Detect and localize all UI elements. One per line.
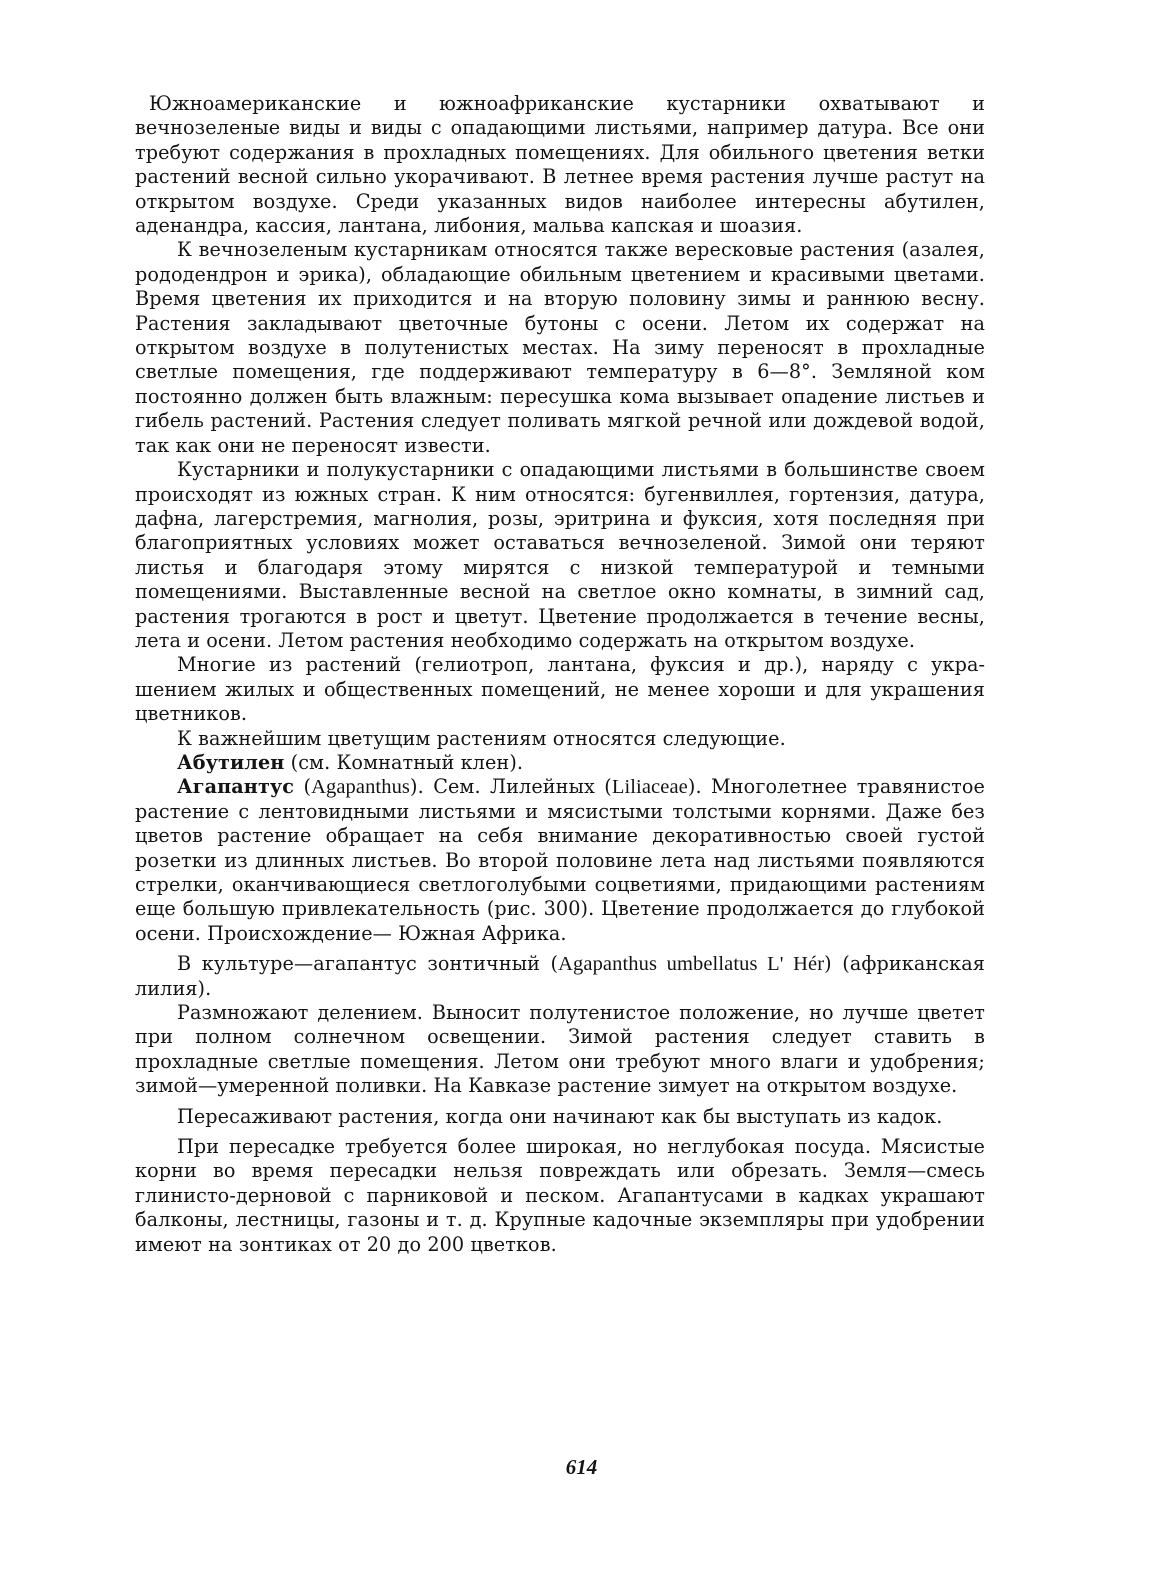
culture-text-part: В культуре—агапантус зонтичный ( — [177, 952, 559, 976]
entry-term-agapanthus: Агапантус — [177, 775, 295, 799]
entry-text-part: ). Многолетнее травянистое растение с лентовидными листьями и мясистыми толстыми корнями. Даже без цветов растение обращает на себя внимание декоративностью своей густой розетки из длинных листьев. Во второй половине лета над листьями появляются стрелки, оканчивающиеся светлоголубыми соцветиями, придающими растениям еще большую привлекательность (рис. 300). Цветение продолжается до глубокой осени. Происхождение— Южная Африка. — [135, 775, 985, 945]
paragraph-repotting-details: При пересадке требуется более широкая, но неглубокая посуда. Мясистые корни во время пересадки нельзя повреждать или обрезать. Земля—смесь глинисто-дерновой с парниковой и песком. Агапантусами в кадках украшают балконы, лестницы, газоны и т. д. Крупные кадочные экземпляры при удобрении имеют на зонтиках от 20 до 200 цветков. — [135, 1135, 985, 1256]
paragraph-important-plants: К важнейшим цветущим растениям относятся следующие. — [177, 726, 786, 750]
paragraph-evergreen-shrubs: К вечнозеленым кустарникам относятся также вересковые растения (азалея, рододендрон и эрика), обладающие обильным цветением и красивыми цветами. Время цветения их приходится и на вторую половину зимы и раннюю весну. Растения закладывают цветочные бутоны с осени. Летом их содержат на открытом воздухе в полутенистых местах. На зиму переносят в прохладные светлые помещения, где поддерживают температуру в 6—8°. Земляной ком постоянно должен быть влажным: пересушка кома вызывает опадение листьев и гибель растений. Растения следует поливать мягкой речной или дождевой водой, так как они не переносят извести. — [135, 238, 985, 457]
entry-text-part: ( — [294, 775, 312, 799]
entry-abutilon — [135, 751, 985, 775]
entry-agapanthus — [135, 775, 985, 946]
page-number: 614 — [565, 1455, 598, 1479]
paragraph-deciduous-shrubs: Кустарники и полукустарники с опадающими листьями в большинстве своем происходят из южных стран. К ним относятся: бугенвиллея, гортензия, датура, дафна, лагерстремия, магнолия, розы, эритрина и фуксия, хотя последняя при благоприятных условиях может оставаться вечнозеленой. Зимой они теряют листья и благодаря этому мирятся с низкой температурой и темными помещениями. Выставленные весной на светлое окно комнаты, в зимний сад, растения трогаются в рост и цветут. Цветение продолжается в течение весны, лета и осени. Летом растения необходимо содержать на открытом воздухе. — [135, 458, 985, 652]
paragraph-culture — [135, 952, 985, 1001]
body-text — [135, 92, 985, 1257]
latin-family: Liliaceae — [611, 776, 688, 799]
paragraph-many-plants: Многие из растений (гелиотроп, лантана, фуксия и др.), наряду с украшением жилых и общественных помещений, не менее хороши и для украшения цветников. — [135, 653, 985, 726]
entry-term-abutilon: Абутилен — [177, 750, 285, 774]
paragraph-shrubs-origin: Южноамериканские и южноафриканские кустарники охватывают и вечнозеленые виды и виды с опадающими листьями, например датура. Все они требуют содержания в прохладных помещениях. Для обильного цветения ветки растений весной сильно укорачивают. В летнее время растения лучше растут на открытом воздухе. Среди указанных видов наиболее интересны абутилен, аденандра, кассия, лантана, либония, мальва капская и шоазия. — [135, 92, 985, 238]
culture-text-part: ) (африканская лилия). — [135, 952, 985, 1000]
latin-species: Agapanthus umbellatus L' Hér — [558, 953, 825, 976]
paragraph-propagation: Размножают делением. Выносит полутенистое положение, но лучше цветет при полном солнечном освещении. Зимой растения следует ставить в прохладные светлые помещения. Летом они требуют много влаги и удобрения; зимой—умеренной поливки. На Кавказе растение зимует на открытом воздухе. — [135, 1001, 985, 1098]
latin-genus: Agapanthus — [311, 776, 411, 799]
paragraph-repotting: Пересаживают растения, когда они начинают как бы выступать из кадок. — [177, 1104, 943, 1128]
entry-text-part: ). Сем. Лилейных ( — [410, 775, 612, 799]
entry-text-abutilon: (см. Комнатный клен). — [284, 750, 524, 774]
